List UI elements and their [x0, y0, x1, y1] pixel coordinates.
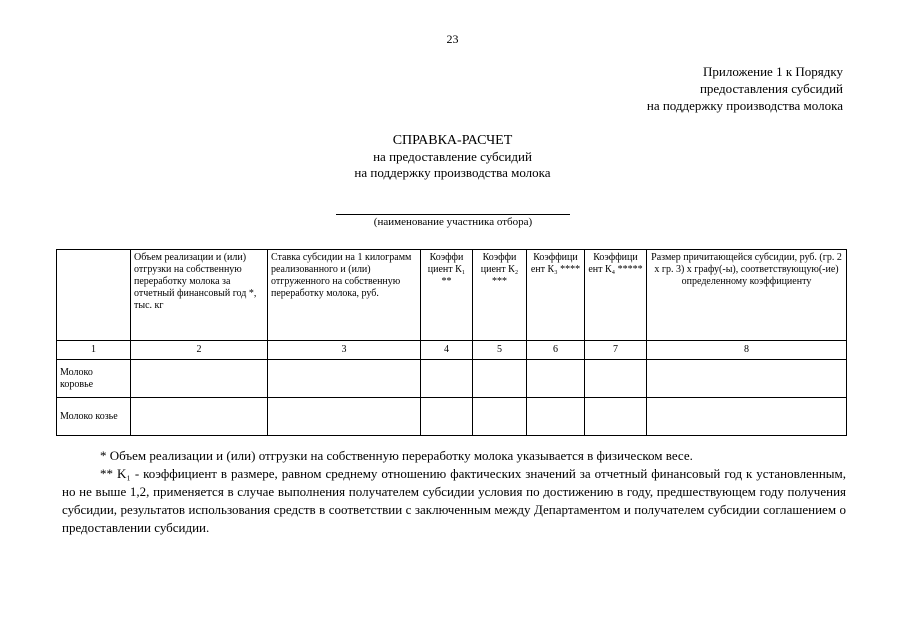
column-number: 8	[647, 341, 847, 360]
column-number: 2	[131, 341, 268, 360]
table-row-cow-milk	[57, 360, 847, 398]
row-label: Молоко коровье	[57, 360, 131, 398]
participant-name-caption: (наименование участника отбора)	[373, 216, 533, 228]
participant-name-line	[336, 214, 570, 215]
column-number: 3	[268, 341, 421, 360]
table-cell	[268, 398, 421, 436]
table-cell	[131, 398, 268, 436]
table-cell	[647, 360, 847, 398]
table-header-row	[57, 250, 847, 341]
header-cell-2: Объем реализации и (или) отгрузки на собственную переработку молока за отчетный финансовый год *, тыс. кг	[131, 250, 268, 341]
appendix-line-3: на поддержку производства молока	[646, 98, 843, 113]
header-cell-5: Коэффи циент К₂ ***	[473, 250, 527, 341]
footnotes	[62, 447, 846, 537]
column-number-row	[57, 341, 847, 360]
table-cell	[268, 360, 421, 398]
header-cell-6: Коэффици ент К₃ ****	[527, 250, 585, 341]
table-cell	[473, 360, 527, 398]
footnote-2: ** K₁ - коэффициент в размере, равном среднему отношению фактических значений за отчетный финансовый год к установленным, но не выше 1,2, применяется в случае выполнения получателем субсидии условия по достижению в году, предшествующем году получения субсидии, результатов использования средств в соответствии с заключенным между Департаментом и получателем субсидии соглашением о предоставлении субсидии.	[62, 466, 846, 535]
table-cell	[647, 398, 847, 436]
table-cell	[585, 398, 647, 436]
table-cell	[421, 398, 473, 436]
header-cell-3: Ставка субсидии на 1 килограмм реализованного и (или) отгруженного на собственную переработку молока, руб.	[268, 250, 421, 341]
column-number: 7	[585, 341, 647, 360]
title-line-3: на поддержку производства молока	[354, 165, 551, 180]
footnote-1: * Объем реализации и (или) отгрузки на собственную переработку молока указывается в физическом весе.	[100, 448, 693, 463]
appendix-line-2: предоставления субсидий	[699, 81, 843, 96]
title-main: СПРАВКА-РАСЧЕТ	[392, 133, 513, 148]
column-number: 1	[57, 341, 131, 360]
title-line-2: на предоставление субсидий	[373, 149, 532, 164]
column-number: 5	[473, 341, 527, 360]
header-cell-7: Коэффици ент К₄ *****	[585, 250, 647, 341]
column-number: 4	[421, 341, 473, 360]
table-cell	[585, 360, 647, 398]
table-cell	[473, 398, 527, 436]
column-number: 6	[527, 341, 585, 360]
header-cell-8: Размер причитающейся субсидии, руб. (гр. 2 x гр. 3) x графу(-ы), соответствующую(-ие) определенному коэффициенту	[647, 250, 847, 341]
appendix-line-1: Приложение 1 к Порядку	[703, 64, 843, 79]
row-label: Молоко козье	[57, 398, 131, 436]
table-row-goat-milk	[57, 398, 847, 436]
page-number: 23	[446, 32, 459, 46]
table-cell	[527, 398, 585, 436]
header-cell-1	[57, 250, 131, 341]
table-cell	[421, 360, 473, 398]
document-title	[0, 133, 905, 181]
calculation-table	[56, 249, 847, 436]
header-cell-4: Коэффи циент К₁ **	[421, 250, 473, 341]
table-cell	[527, 360, 585, 398]
appendix-reference	[647, 63, 843, 114]
table-cell	[131, 360, 268, 398]
